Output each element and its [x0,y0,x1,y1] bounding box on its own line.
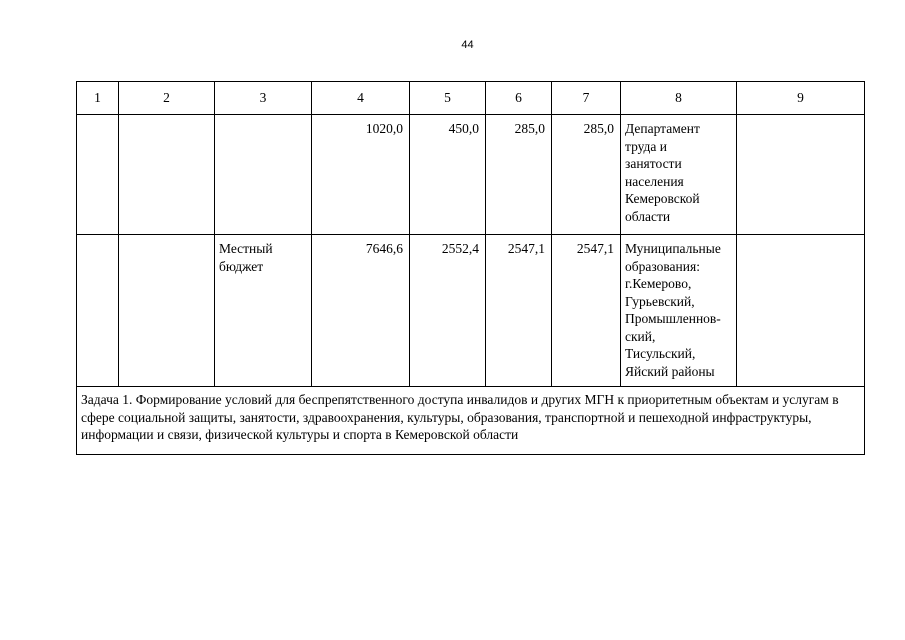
column-header: 1 [77,82,119,115]
table-header-row [77,82,865,115]
executor-line: Тисульский, [625,346,696,361]
column-header: 7 [552,82,621,115]
column-header: 8 [621,82,737,115]
table-row [77,115,865,235]
task-row [77,387,865,455]
table-cell-year-1: 450,0 [410,115,486,235]
column-header: 9 [737,82,865,115]
table-cell-total: 1020,0 [312,115,410,235]
table-cell-year-1: 2552,4 [410,235,486,387]
executor-line: г.Кемерово, [625,276,692,291]
executor-line: занятости [625,156,682,171]
table-cell-executor [621,235,737,387]
executor-line: области [625,208,671,224]
executor-line: Кемеровской [625,191,700,206]
executor-line: Яйский районы [625,363,715,379]
table-cell-executor [621,115,737,235]
source-line: Местный [219,241,273,256]
table-cell-year-2: 285,0 [486,115,552,235]
table-cell-year-3: 285,0 [552,115,621,235]
table-cell [119,235,215,387]
page-number: 44 [461,39,474,51]
table-cell [737,235,865,387]
executor-line: образования: [625,258,700,274]
executor-line: населения [625,173,684,189]
table-cell-total: 7646,6 [312,235,410,387]
column-header: 5 [410,82,486,115]
table-cell [77,235,119,387]
table-cell [737,115,865,235]
table-cell-source [215,115,312,235]
column-header: 4 [312,82,410,115]
table-cell [77,115,119,235]
executor-line: ский, [625,328,656,344]
source-line: бюджет [219,258,264,274]
table-cell [119,115,215,235]
column-header: 3 [215,82,312,115]
executor-line: Департамент [625,121,700,136]
executor-line: труда и [625,138,667,154]
table-cell-source [215,235,312,387]
executor-line: Промышленнов- [625,311,721,326]
executor-line: Муниципальные [625,241,721,256]
table-cell-year-3: 2547,1 [552,235,621,387]
column-header: 6 [486,82,552,115]
table-row [77,235,865,387]
executor-line: Гурьевский, [625,293,695,309]
column-header: 2 [119,82,215,115]
program-table [76,81,865,455]
table-cell-year-2: 2547,1 [486,235,552,387]
task-description: Задача 1. Формирование условий для беспрепятственного доступа инвалидов и других МГН к приоритетным объектам и услугам в сфере социальной защиты, занятости, здравоохранения, культуры, образования, транспортной и пешеходной инфраструктуры, информации и связи, физической культуры и спорта в Кемеровской области [77,387,865,455]
